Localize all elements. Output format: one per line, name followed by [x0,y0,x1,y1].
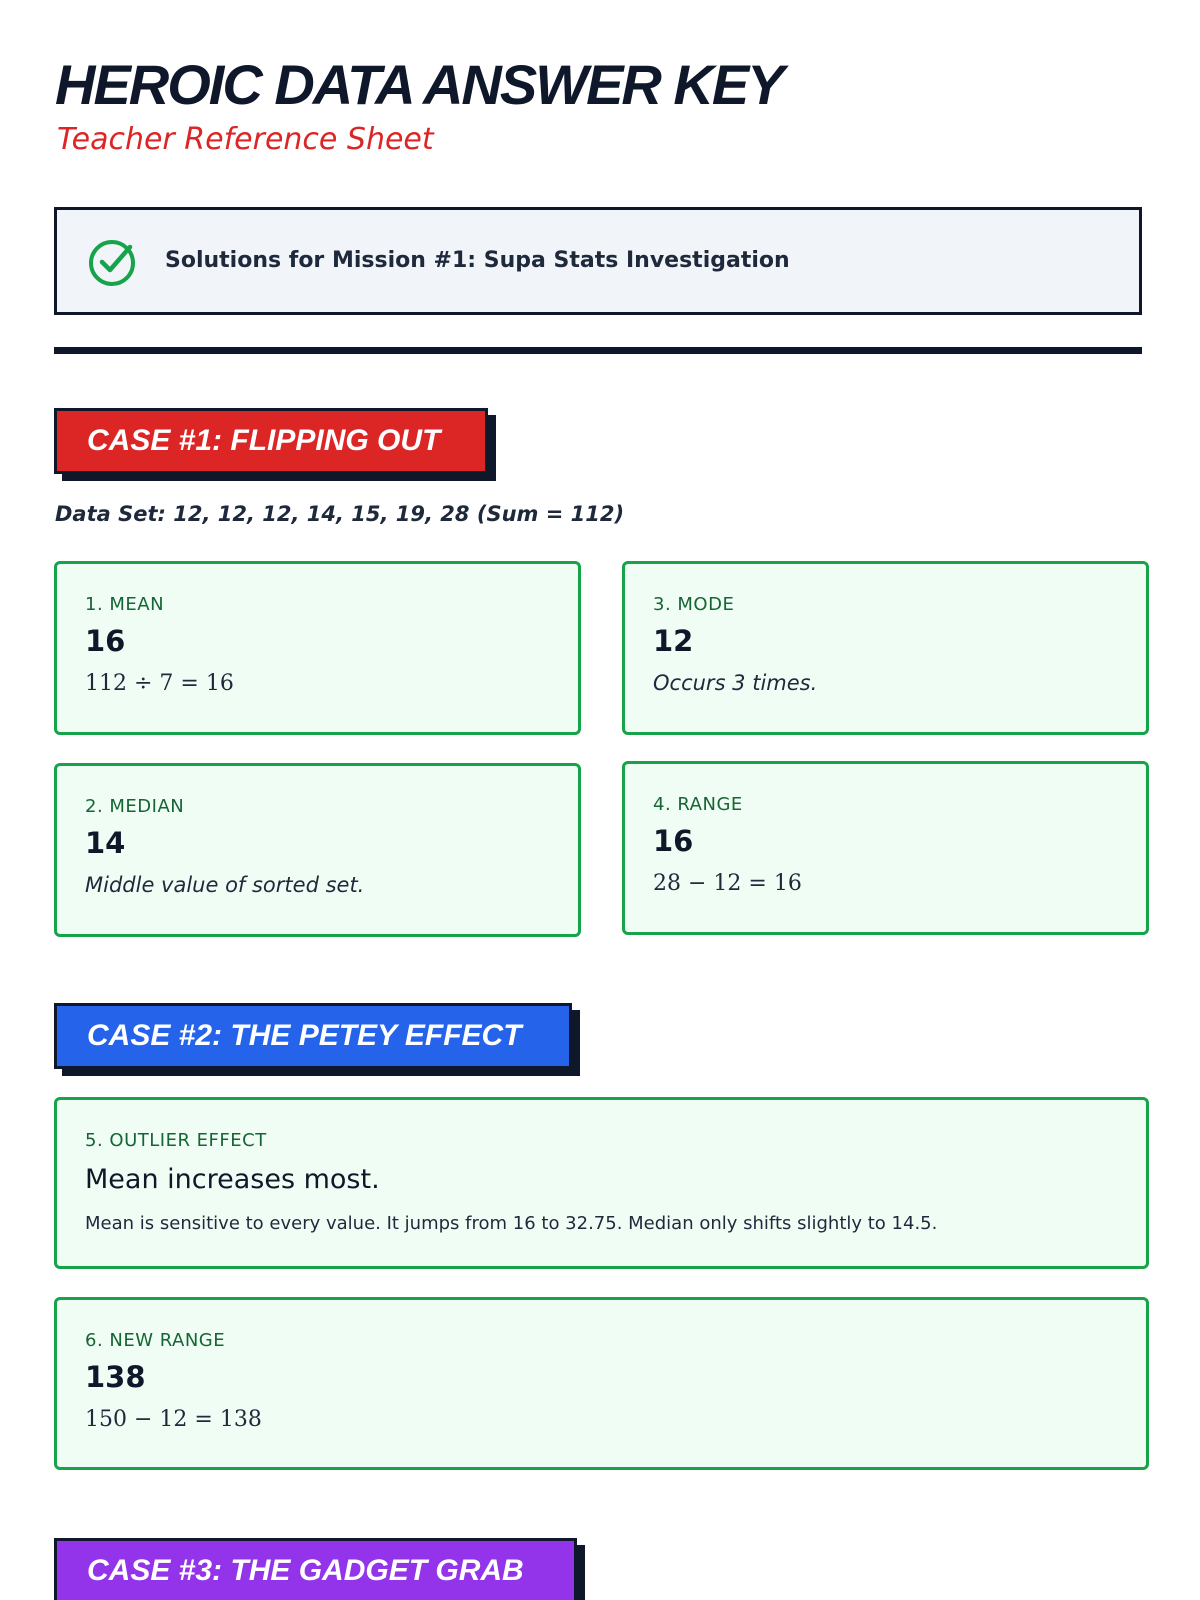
card-value: 16 [85,624,126,658]
page-title: HEROIC DATA ANSWER KEY [55,53,783,116]
card-value: 12 [653,624,694,658]
card-note: Occurs 3 times. [653,671,818,695]
case-3-heading: CASE #3: THE GADGET GRAB [54,1538,577,1600]
new-range-card [54,1297,1149,1470]
card-note: Mean is sensitive to every value. It jumps from 16 to 32.75. Median only shifts slightly to 14.5. [85,1213,938,1234]
range-answer-card [622,761,1149,935]
check-circle-icon [87,238,137,288]
card-value: 14 [85,826,126,860]
card-label: 3. MODE [653,594,735,615]
outlier-effect-card [54,1097,1149,1269]
card-label: 6. NEW RANGE [85,1330,226,1351]
mean-answer-card [54,561,581,735]
card-value: Mean increases most. [85,1164,380,1195]
card-label: 5. OUTLIER EFFECT [85,1130,267,1151]
section-divider [54,347,1142,354]
case-1-dataset: Data Set: 12, 12, 12, 14, 15, 19, 28 (Sum = 112) [55,502,625,526]
card-label: 4. RANGE [653,794,743,815]
case-2-heading: CASE #2: THE PETEY EFFECT [54,1003,572,1069]
card-label: 1. MEAN [85,594,165,615]
mission-banner [54,207,1142,315]
page-subtitle: Teacher Reference Sheet [57,122,434,157]
mode-answer-card [622,561,1149,735]
card-note: Middle value of sorted set. [85,873,365,897]
median-answer-card [54,763,581,937]
card-value: 138 [85,1360,146,1394]
card-note: 112 ÷ 7 = 16 [85,671,234,696]
card-value: 16 [653,824,694,858]
card-label: 2. MEDIAN [85,796,185,817]
mission-banner-text: Solutions for Mission #1: Supa Stats Investigation [165,248,790,273]
card-note: 28 − 12 = 16 [653,871,802,896]
card-note: 150 − 12 = 138 [85,1407,262,1432]
case-1-heading: CASE #1: FLIPPING OUT [54,408,488,474]
